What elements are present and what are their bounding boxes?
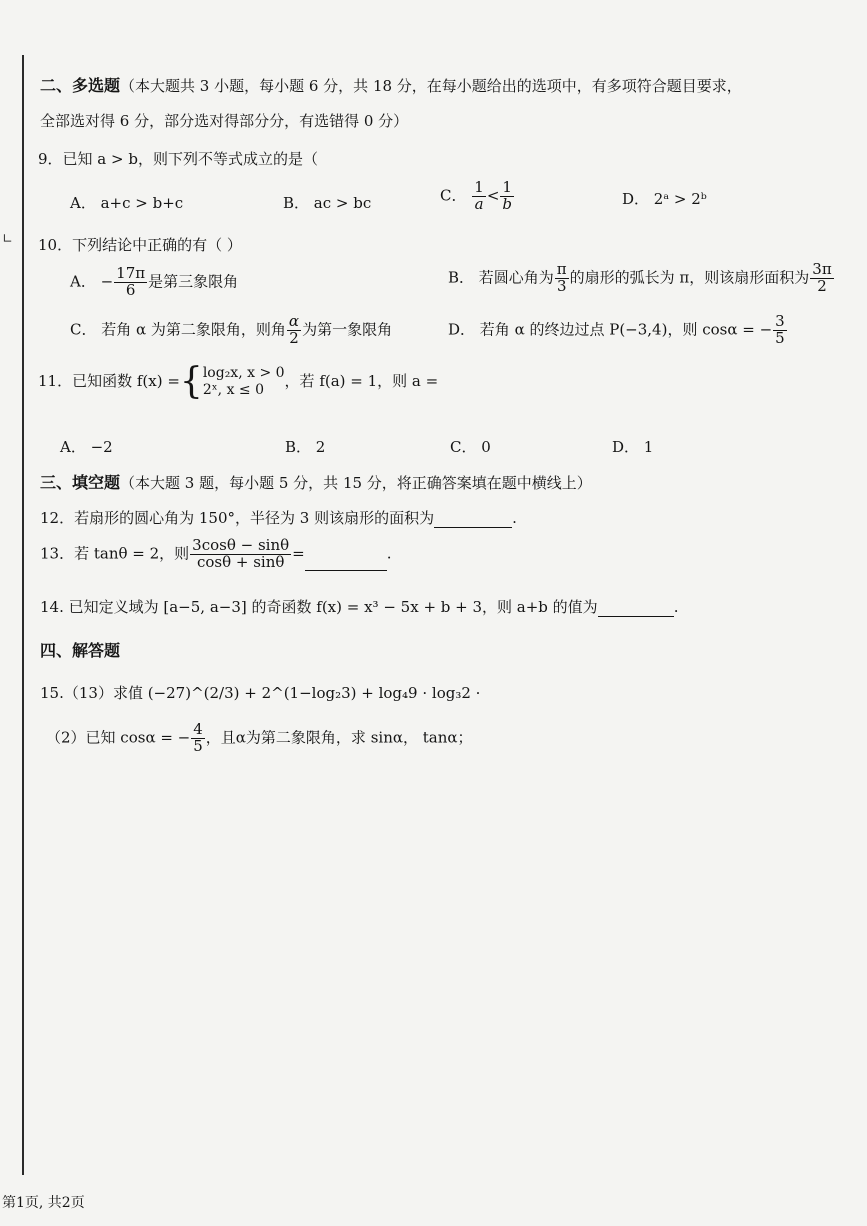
- q10-option-d: D． 若角 α 的终边过点 P(−3,4)，则 cosα = − $\frac{3}{5}$: [448, 312, 785, 347]
- section-3-title: 三、填空题: [40, 473, 121, 492]
- question-15-part-1: 15.（13）求值 (−27)^(2/3) + 2^(1−log₂3) + log₄9 · log₃2 ·: [40, 684, 481, 702]
- q11-case-2: 2ˣ, x ≤ 0: [202, 382, 265, 398]
- q10-option-c: C． 若角 α 为第二象限角，则角 $\frac{\alpha}{2}$ 为第一象限角: [70, 312, 393, 347]
- q11-case-1: log₂x, x > 0: [202, 364, 285, 381]
- q10-option-b: B． 若圆心角为 $\frac{\pi}{3}$ 的扇形的弧长为 π，则该扇形面积为 $\frac{3\pi}{2}$: [448, 260, 832, 295]
- q13-answer-blank[interactable]: [305, 556, 387, 571]
- question-15-part-2: （2）已知 cosα = − $\frac{4}{5}$ ，且α为第二象限角，求 sinα， tanα；: [46, 720, 473, 755]
- q14-answer-blank[interactable]: [598, 602, 674, 617]
- question-11-stem: 11．已知函数 f(x) ={ log₂x, x > 0 2ˣ, x ≤ 0 ，若 f(a) = 1，则 a =: [38, 361, 439, 402]
- q10-option-a: A． − $\frac{17\pi}{6}$ 是第三象限角: [70, 264, 239, 299]
- q9-option-a: A． a+c > b+c: [70, 194, 184, 212]
- q11-option-c: C． 0: [450, 438, 491, 456]
- question-14: 14. 已知定义域为 [a−5, a−3] 的奇函数 f(x) = x³ − 5x + b + 3，则 a+b 的值为 .: [40, 598, 679, 616]
- section-3-header: [40, 470, 592, 493]
- question-9-stem: 9．已知 a > b，则下列不等式成立的是（: [38, 150, 318, 168]
- section-2-instructions-line2: 全部选对得 6 分，部分选对得部分分，有选错得 0 分）: [40, 112, 409, 130]
- section-2-instructions-line1: （本大题共 3 小题，每小题 6 分，共 18 分，在每小题给出的选项中，有多项符合题目要求，: [120, 77, 742, 95]
- section-4-title: 四、解答题: [40, 641, 121, 660]
- binding-margin-line: [22, 55, 24, 1175]
- section-2-title: 二、多选题: [40, 76, 121, 95]
- q9-option-c-label: C．: [440, 186, 467, 205]
- section-3-instructions: （本大题 3 题，每小题 5 分，共 15 分，将正确答案填在题中横线上）: [120, 474, 592, 492]
- q9-option-c: C． $\frac{1}{a}$ < $\frac{1}{b}$: [440, 178, 512, 213]
- q9-option-b: B． ac > bc: [283, 194, 372, 212]
- q11-option-a: A． −2: [60, 438, 113, 456]
- margin-mark: ∟: [2, 232, 13, 247]
- q9-option-d: D． 2ᵃ > 2ᵇ: [622, 190, 707, 208]
- section-2-header: [40, 73, 742, 96]
- question-13: 13．若 tanθ = 2，则 $\frac{3\cos\theta - \sin\theta}{\cos\theta + \sin\theta}$ = .: [40, 536, 392, 571]
- q9-c-fraction-2: $\frac{1}{b}$: [502, 178, 512, 213]
- q9-c-fraction-1: $\frac{1}{a}$: [474, 178, 484, 213]
- q12-answer-blank[interactable]: [434, 513, 512, 528]
- q11-option-d: D． 1: [612, 438, 654, 456]
- q11-option-b: B． 2: [285, 438, 326, 456]
- question-10-stem: 10．下列结论中正确的有（ ）: [38, 236, 242, 254]
- question-12: 12．若扇形的圆心角为 150°，半径为 3 则该扇形的面积为 .: [40, 509, 517, 527]
- page-footer: 第1页, 共2页: [2, 1195, 85, 1211]
